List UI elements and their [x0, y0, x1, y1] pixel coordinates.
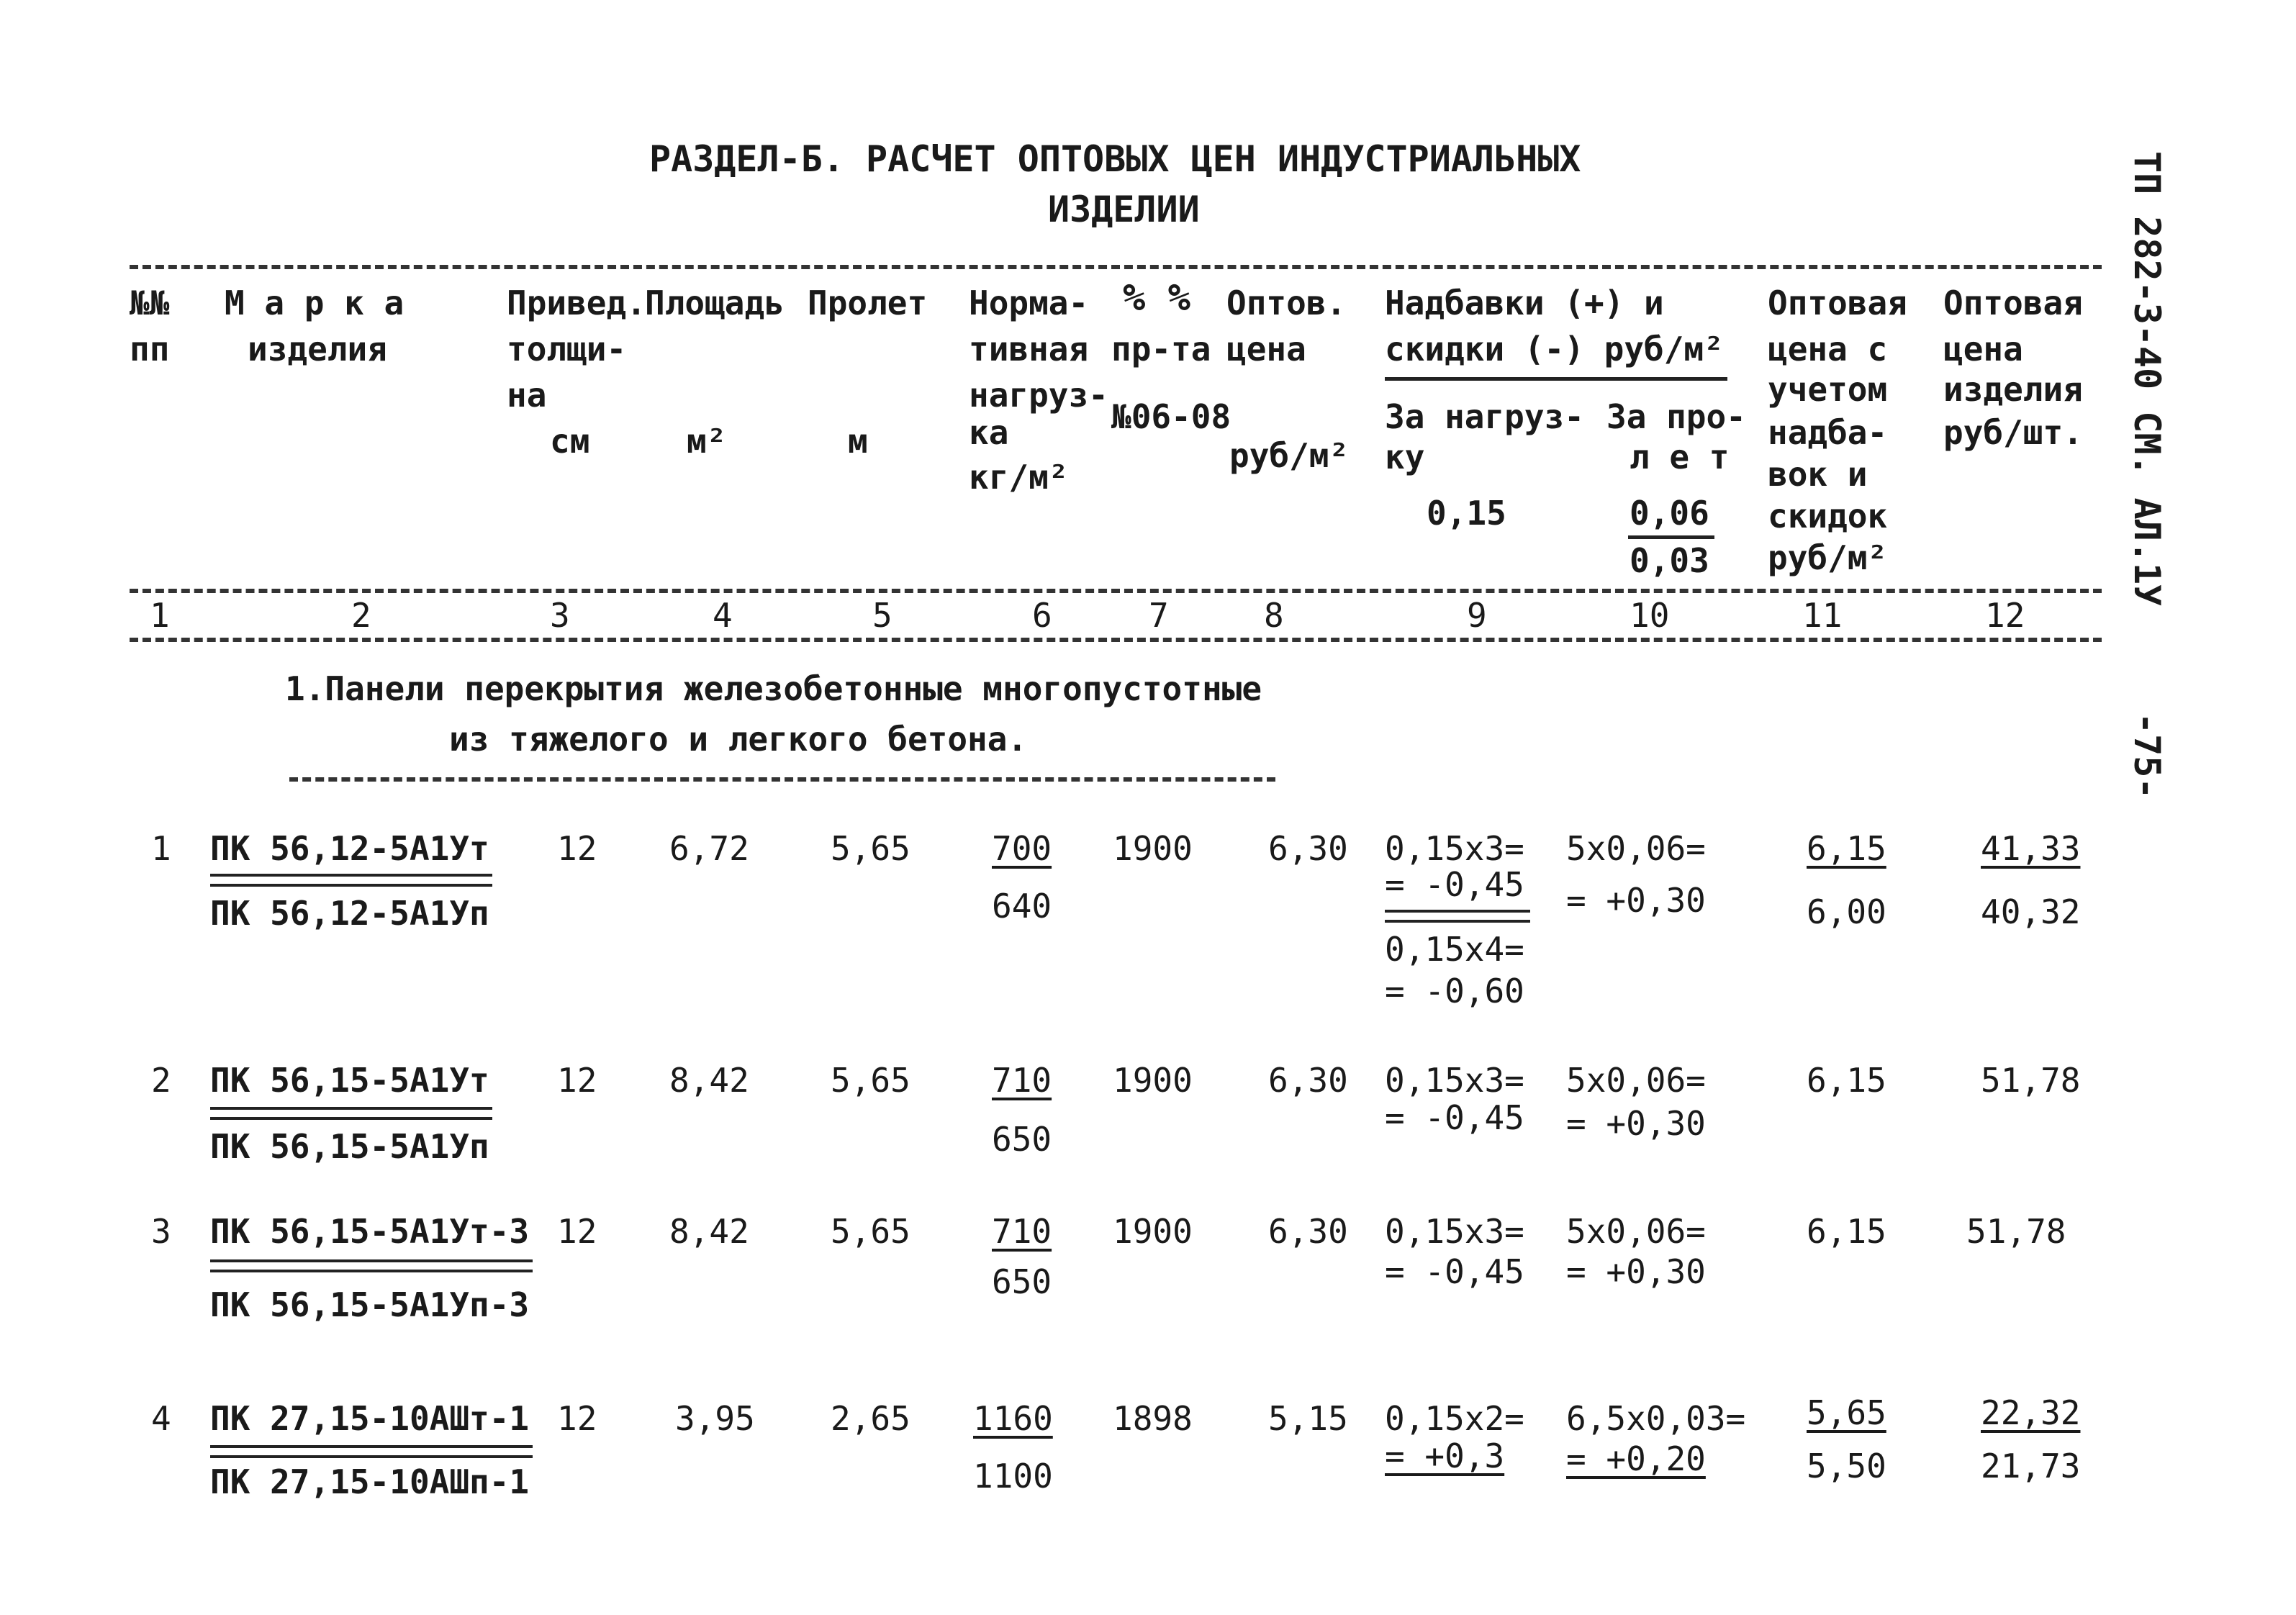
wholesale-price-value: 6,30 — [1268, 829, 1348, 868]
header-col-2-line2: изделия — [248, 330, 387, 368]
load-value-primary: 1160 — [973, 1399, 1053, 1438]
wholesale-price-value: 6,30 — [1268, 1061, 1348, 1100]
header-col-8-line3: руб/м² — [1229, 436, 1350, 475]
thickness-value: 12 — [557, 1061, 597, 1100]
row-number: 3 — [151, 1212, 171, 1251]
product-mark-secondary: ПК 27,15-10АШп-1 — [210, 1462, 530, 1501]
load-adjust-line2: = -0,45 — [1385, 865, 1524, 904]
header-col-10-value1: 0,06 — [1630, 494, 1709, 533]
product-mark-secondary: ПК 56,12-5А1Уп — [210, 894, 489, 933]
header-col-12-line2: цена — [1943, 330, 2023, 368]
page-title-line1: РАЗДЕЛ-Б. РАСЧЕТ ОПТОВЫХ ЦЕН ИНДУСТРИАЛЬНЫХ — [649, 138, 1581, 180]
adjusted-price-primary: 6,15 — [1807, 829, 1886, 868]
pct-value: 1898 — [1113, 1399, 1193, 1438]
header-bottom-rule — [130, 589, 2102, 593]
header-col-2-line1: М а р к а — [225, 284, 404, 322]
page-title-line2: ИЗДЕЛИИ — [1048, 189, 1200, 230]
pct-value: 1900 — [1113, 1212, 1193, 1251]
header-col-11-line3: учетом — [1768, 370, 1888, 409]
header-col-9-line1: За нагруз- — [1385, 397, 1584, 436]
product-mark-divider — [210, 1107, 492, 1120]
header-col-7-line2: пр-та — [1111, 330, 1211, 368]
header-col-8-line1: Оптов. — [1226, 284, 1347, 322]
item-price-secondary: 40,32 — [1981, 892, 2081, 931]
item-price-value: 51,78 — [1981, 1061, 2081, 1100]
pct-value: 1900 — [1113, 1061, 1193, 1100]
colnum-10: 10 — [1630, 596, 1670, 635]
product-mark-divider — [210, 1445, 533, 1458]
item-price-primary: 22,32 — [1981, 1393, 2081, 1432]
area-value: 6,72 — [669, 829, 749, 868]
pct-value: 1900 — [1113, 829, 1193, 868]
span-adjust-line2: = +0,20 — [1566, 1439, 1706, 1478]
load-adjust-line2: = -0,45 — [1385, 1252, 1524, 1291]
load-adjust-line1: 0,15х2= — [1385, 1399, 1524, 1438]
header-col-4-line1: Площадь — [645, 284, 785, 322]
span-adjust-line2: = +0,30 — [1566, 1252, 1706, 1291]
thickness-value: 12 — [557, 1212, 597, 1251]
colnum-9: 9 — [1467, 596, 1487, 635]
header-col-11-line5: вок и — [1768, 455, 1868, 494]
adjusted-price-secondary: 6,00 — [1807, 892, 1886, 931]
header-col-11-line7: руб/м² — [1768, 538, 1888, 577]
thickness-value: 12 — [557, 1399, 597, 1438]
colnum-bottom-rule — [130, 638, 2102, 642]
header-col-12-line1: Оптовая — [1943, 284, 2083, 322]
span-adjust-line2: = +0,30 — [1566, 1104, 1706, 1143]
row-number: 1 — [151, 829, 171, 868]
load-adjust-line1: 0,15х3= — [1385, 1061, 1524, 1100]
header-col-5-line1: Пролет — [808, 284, 928, 322]
load-value-primary: 710 — [992, 1061, 1052, 1100]
header-col-6-line5: кг/м² — [969, 458, 1069, 497]
wholesale-price-value: 5,15 — [1268, 1399, 1348, 1438]
header-col-9-value: 0,15 — [1427, 494, 1506, 533]
header-col-7-line3: №06-08 — [1111, 397, 1231, 436]
header-col-9-line2: ку — [1385, 438, 1425, 476]
area-value: 3,95 — [675, 1399, 755, 1438]
header-col-9-10-line2: скидки (-) руб/м² — [1385, 330, 1724, 368]
load-value-secondary: 650 — [992, 1120, 1052, 1159]
load-value-secondary: 1100 — [973, 1457, 1053, 1496]
header-col-11-line1: Оптовая — [1768, 284, 1907, 322]
load-adjust-line1: 0,15х3= — [1385, 1212, 1524, 1251]
colnum-5: 5 — [872, 596, 892, 635]
header-col-8-line2: цена — [1226, 330, 1306, 368]
load-value-primary: 700 — [992, 829, 1052, 868]
span-adjust-line1: 5х0,06= — [1566, 1061, 1706, 1100]
header-col-10-value2: 0,03 — [1630, 541, 1709, 580]
load-value-secondary: 650 — [992, 1262, 1052, 1301]
adjusted-price-primary: 5,65 — [1807, 1393, 1886, 1432]
product-mark-secondary: ПК 56,15-5А1Уп-3 — [210, 1285, 530, 1324]
header-col-5-line2: м — [848, 422, 868, 461]
header-col-1-line2: пп — [130, 330, 170, 368]
span-value: 2,65 — [831, 1399, 910, 1438]
load-adjust-line2: = -0,45 — [1385, 1098, 1524, 1137]
header-col-6-line4: ка — [969, 413, 1009, 452]
product-mark-secondary: ПК 56,15-5А1Уп — [210, 1127, 489, 1166]
item-price-value: 51,78 — [1966, 1212, 2066, 1251]
product-mark-primary: ПК 56,15-5А1Ут — [210, 1061, 489, 1100]
colnum-2: 2 — [351, 596, 371, 635]
adjusted-price-secondary: 5,50 — [1807, 1447, 1886, 1485]
adjusted-price-value: 6,15 — [1807, 1212, 1886, 1251]
item-price-secondary: 21,73 — [1981, 1447, 2081, 1485]
product-mark-divider — [210, 874, 492, 887]
colnum-4: 4 — [713, 596, 733, 635]
span-value: 5,65 — [831, 829, 910, 868]
load-adjust-line3: 0,15х4= — [1385, 930, 1524, 969]
row-number: 4 — [151, 1399, 171, 1438]
header-col-4-line2: м² — [687, 422, 727, 461]
header-col-1-line1: №№ — [130, 284, 170, 322]
row-number: 2 — [151, 1061, 171, 1100]
header-col-7-line1: % % — [1123, 276, 1190, 320]
load-adjust-line1: 0,15х3= — [1385, 829, 1524, 868]
span-value: 5,65 — [831, 1061, 910, 1100]
load-value-secondary: 640 — [992, 887, 1052, 926]
colnum-8: 8 — [1264, 596, 1284, 635]
span-adjust-line2: = +0,30 — [1566, 881, 1706, 920]
header-col-6-line1: Норма- — [969, 284, 1089, 322]
colnum-3: 3 — [550, 596, 570, 635]
load-value-primary: 710 — [992, 1212, 1052, 1251]
header-col-12-line4: руб/шт. — [1943, 413, 2083, 452]
product-mark-primary: ПК 27,15-10АШт-1 — [210, 1399, 530, 1438]
header-col-9-10-line1: Надбавки (+) и — [1385, 284, 1664, 322]
header-col-9-10-rule — [1385, 377, 1727, 381]
header-col-6-line2: тивная — [969, 330, 1089, 368]
colnum-6: 6 — [1032, 596, 1052, 635]
colnum-11: 11 — [1802, 596, 1843, 635]
product-mark-divider — [210, 1259, 533, 1272]
span-adjust-line1: 5х0,06= — [1566, 829, 1706, 868]
span-adjust-line1: 6,5х0,03= — [1566, 1399, 1746, 1438]
thickness-value: 12 — [557, 829, 597, 868]
area-value: 8,42 — [669, 1212, 749, 1251]
header-col-11-line2: цена с — [1768, 330, 1888, 368]
load-adjust-divider — [1385, 910, 1530, 923]
load-adjust-line4: = -0,60 — [1385, 972, 1524, 1010]
header-col-11-line6: скидок — [1768, 497, 1888, 535]
section-heading-line2: из тяжелого и легкого бетона. — [449, 720, 1028, 759]
wholesale-price-value: 6,30 — [1268, 1212, 1348, 1251]
span-adjust-line1: 5х0,06= — [1566, 1212, 1706, 1251]
product-mark-primary: ПК 56,15-5А1Ут-3 — [210, 1212, 530, 1251]
section-heading-line1: 1.Панели перекрытия железобетонные многопустотные — [285, 669, 1262, 708]
span-value: 5,65 — [831, 1212, 910, 1251]
adjusted-price-value: 6,15 — [1807, 1061, 1886, 1100]
header-col-10-fraction-bar — [1628, 535, 1714, 539]
item-price-primary: 41,33 — [1981, 829, 2081, 868]
header-col-11-line4: надба- — [1768, 413, 1888, 452]
colnum-1: 1 — [150, 596, 170, 635]
header-col-3-line4: см — [550, 422, 590, 461]
header-col-6-line3: нагруз- — [969, 376, 1108, 415]
colnum-12: 12 — [1985, 596, 2025, 635]
header-col-3-line2: толщи- — [507, 330, 627, 368]
product-mark-primary: ПК 56,12-5А1Ут — [210, 829, 489, 868]
header-col-10-line1: За про- — [1606, 397, 1746, 436]
header-col-3-line1: Привед. — [507, 284, 646, 322]
header-col-10-line2: л е т — [1630, 438, 1730, 476]
colnum-7: 7 — [1149, 596, 1169, 635]
header-col-12-line3: изделия — [1943, 370, 2083, 409]
area-value: 8,42 — [669, 1061, 749, 1100]
page-number: -75- — [2126, 712, 2168, 800]
header-top-rule — [130, 265, 2102, 269]
section-heading-rule — [289, 777, 1275, 782]
document-code: ТП 282-3-40 СМ. АЛ.1У — [2126, 151, 2168, 607]
load-adjust-line2: = +0,3 — [1385, 1437, 1505, 1475]
header-col-3-line3: на — [507, 376, 547, 415]
